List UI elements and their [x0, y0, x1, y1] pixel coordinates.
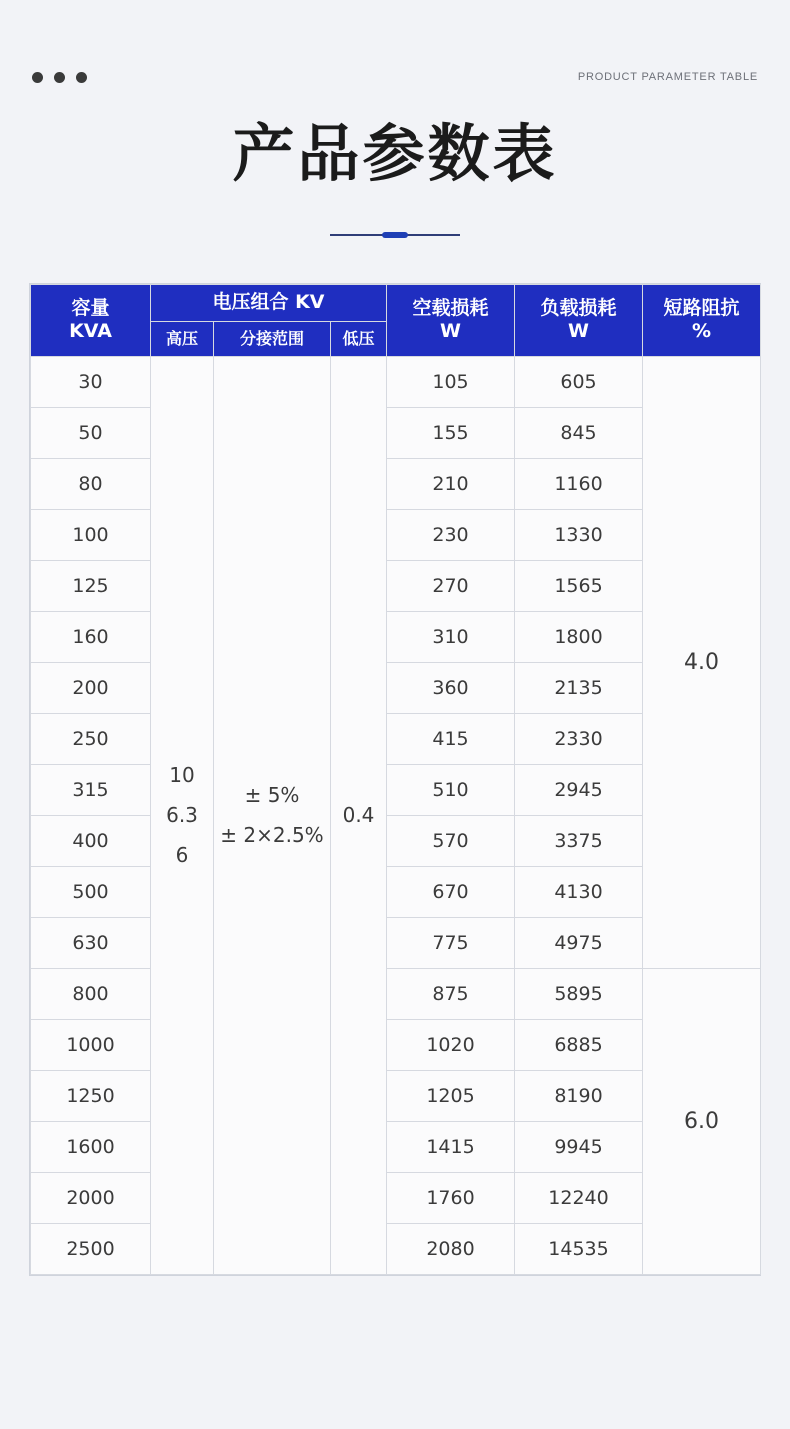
cell-capacity: 800: [31, 968, 151, 1019]
cell-no-load-loss: 570: [387, 815, 515, 866]
high-voltage-value: 6.3: [166, 803, 198, 828]
table-head: [31, 285, 761, 357]
cell-impedance-upper: 4.0: [643, 356, 761, 968]
cell-load-loss: 14535: [515, 1223, 643, 1274]
cell-capacity: 250: [31, 713, 151, 764]
header-voltage-group: 电压组合 KV: [151, 285, 387, 322]
cell-no-load-loss: 1020: [387, 1019, 515, 1070]
header-tap-range: 分接范围: [214, 321, 331, 356]
cell-low-voltage: 0.4: [331, 356, 387, 1274]
cell-capacity: 30: [31, 356, 151, 407]
top-bar: [0, 62, 790, 96]
high-voltage-value: 10: [169, 763, 195, 788]
cell-capacity: 200: [31, 662, 151, 713]
cell-tap-range: [214, 356, 331, 1274]
cell-no-load-loss: 1415: [387, 1121, 515, 1172]
cell-load-loss: 9945: [515, 1121, 643, 1172]
cell-impedance-lower: 6.0: [643, 968, 761, 1274]
cell-load-loss: 845: [515, 407, 643, 458]
title-divider: [0, 232, 790, 238]
cell-load-loss: 4975: [515, 917, 643, 968]
header-no-load-loss-label: 空载损耗: [412, 296, 489, 319]
cell-capacity: 1000: [31, 1019, 151, 1070]
cell-capacity: 1250: [31, 1070, 151, 1121]
cell-capacity: 630: [31, 917, 151, 968]
cell-capacity: 2000: [31, 1172, 151, 1223]
table-header-row-1: [31, 285, 761, 322]
header-load-loss-unit: W: [568, 320, 589, 343]
page-title: 产品参数表: [232, 117, 558, 190]
dot-icon: [32, 72, 43, 83]
cell-no-load-loss: 270: [387, 560, 515, 611]
header-no-load-loss: [387, 285, 515, 357]
table-body: [31, 356, 761, 1274]
tap-range-value: ± 5%: [244, 783, 300, 808]
tap-range-value: ± 2×2.5%: [220, 823, 324, 848]
cell-capacity: 315: [31, 764, 151, 815]
cell-load-loss: 1565: [515, 560, 643, 611]
dot-icon: [54, 72, 65, 83]
cell-capacity: 125: [31, 560, 151, 611]
header-impedance-unit: %: [691, 320, 712, 343]
cell-load-loss: 3375: [515, 815, 643, 866]
cell-no-load-loss: 1760: [387, 1172, 515, 1223]
high-voltage-value: 6: [175, 843, 189, 868]
cell-capacity: 100: [31, 509, 151, 560]
cell-no-load-loss: 155: [387, 407, 515, 458]
parameter-table-container: [29, 283, 761, 1276]
cell-no-load-loss: 360: [387, 662, 515, 713]
header-capacity-unit: KVA: [69, 320, 112, 343]
header-high-voltage: 高压: [151, 321, 214, 356]
cell-load-loss: 2330: [515, 713, 643, 764]
divider-nub: [382, 232, 408, 238]
cell-no-load-loss: 1205: [387, 1070, 515, 1121]
tap-range-values: [214, 781, 330, 849]
header-capacity-label: 容量: [71, 296, 110, 319]
cell-no-load-loss: 210: [387, 458, 515, 509]
cell-load-loss: 1800: [515, 611, 643, 662]
cell-no-load-loss: 415: [387, 713, 515, 764]
cell-no-load-loss: 310: [387, 611, 515, 662]
header-load-loss: [515, 285, 643, 357]
header-short-circuit-impedance: [643, 285, 761, 357]
cell-no-load-loss: 230: [387, 509, 515, 560]
cell-no-load-loss: 670: [387, 866, 515, 917]
eyebrow-text: PRODUCT PARAMETER TABLE: [577, 71, 758, 83]
cell-load-loss: 4130: [515, 866, 643, 917]
table-row: [31, 968, 761, 1019]
cell-no-load-loss: 875: [387, 968, 515, 1019]
dot-icon: [76, 72, 87, 83]
cell-capacity: 1600: [31, 1121, 151, 1172]
cell-capacity: 50: [31, 407, 151, 458]
cell-no-load-loss: 2080: [387, 1223, 515, 1274]
header-capacity: [31, 285, 151, 357]
cell-capacity: 160: [31, 611, 151, 662]
cell-load-loss: 12240: [515, 1172, 643, 1223]
cell-load-loss: 2945: [515, 764, 643, 815]
cell-load-loss: 8190: [515, 1070, 643, 1121]
cell-load-loss: 6885: [515, 1019, 643, 1070]
cell-capacity: 400: [31, 815, 151, 866]
cell-load-loss: 2135: [515, 662, 643, 713]
decorative-dots: [32, 72, 87, 83]
cell-load-loss: 1160: [515, 458, 643, 509]
header-no-load-loss-unit: W: [440, 320, 461, 343]
cell-high-voltage: [151, 356, 214, 1274]
cell-no-load-loss: 775: [387, 917, 515, 968]
table-row: [31, 356, 761, 407]
high-voltage-values: [151, 761, 213, 869]
cell-capacity: 2500: [31, 1223, 151, 1274]
parameter-table: [30, 284, 761, 1275]
cell-no-load-loss: 105: [387, 356, 515, 407]
header-impedance-label: 短路阻抗: [663, 296, 740, 319]
cell-no-load-loss: 510: [387, 764, 515, 815]
cell-load-loss: 1330: [515, 509, 643, 560]
cell-load-loss: 605: [515, 356, 643, 407]
header-load-loss-label: 负载损耗: [540, 296, 617, 319]
cell-capacity: 500: [31, 866, 151, 917]
cell-load-loss: 5895: [515, 968, 643, 1019]
cell-capacity: 80: [31, 458, 151, 509]
header-low-voltage: 低压: [331, 321, 387, 356]
